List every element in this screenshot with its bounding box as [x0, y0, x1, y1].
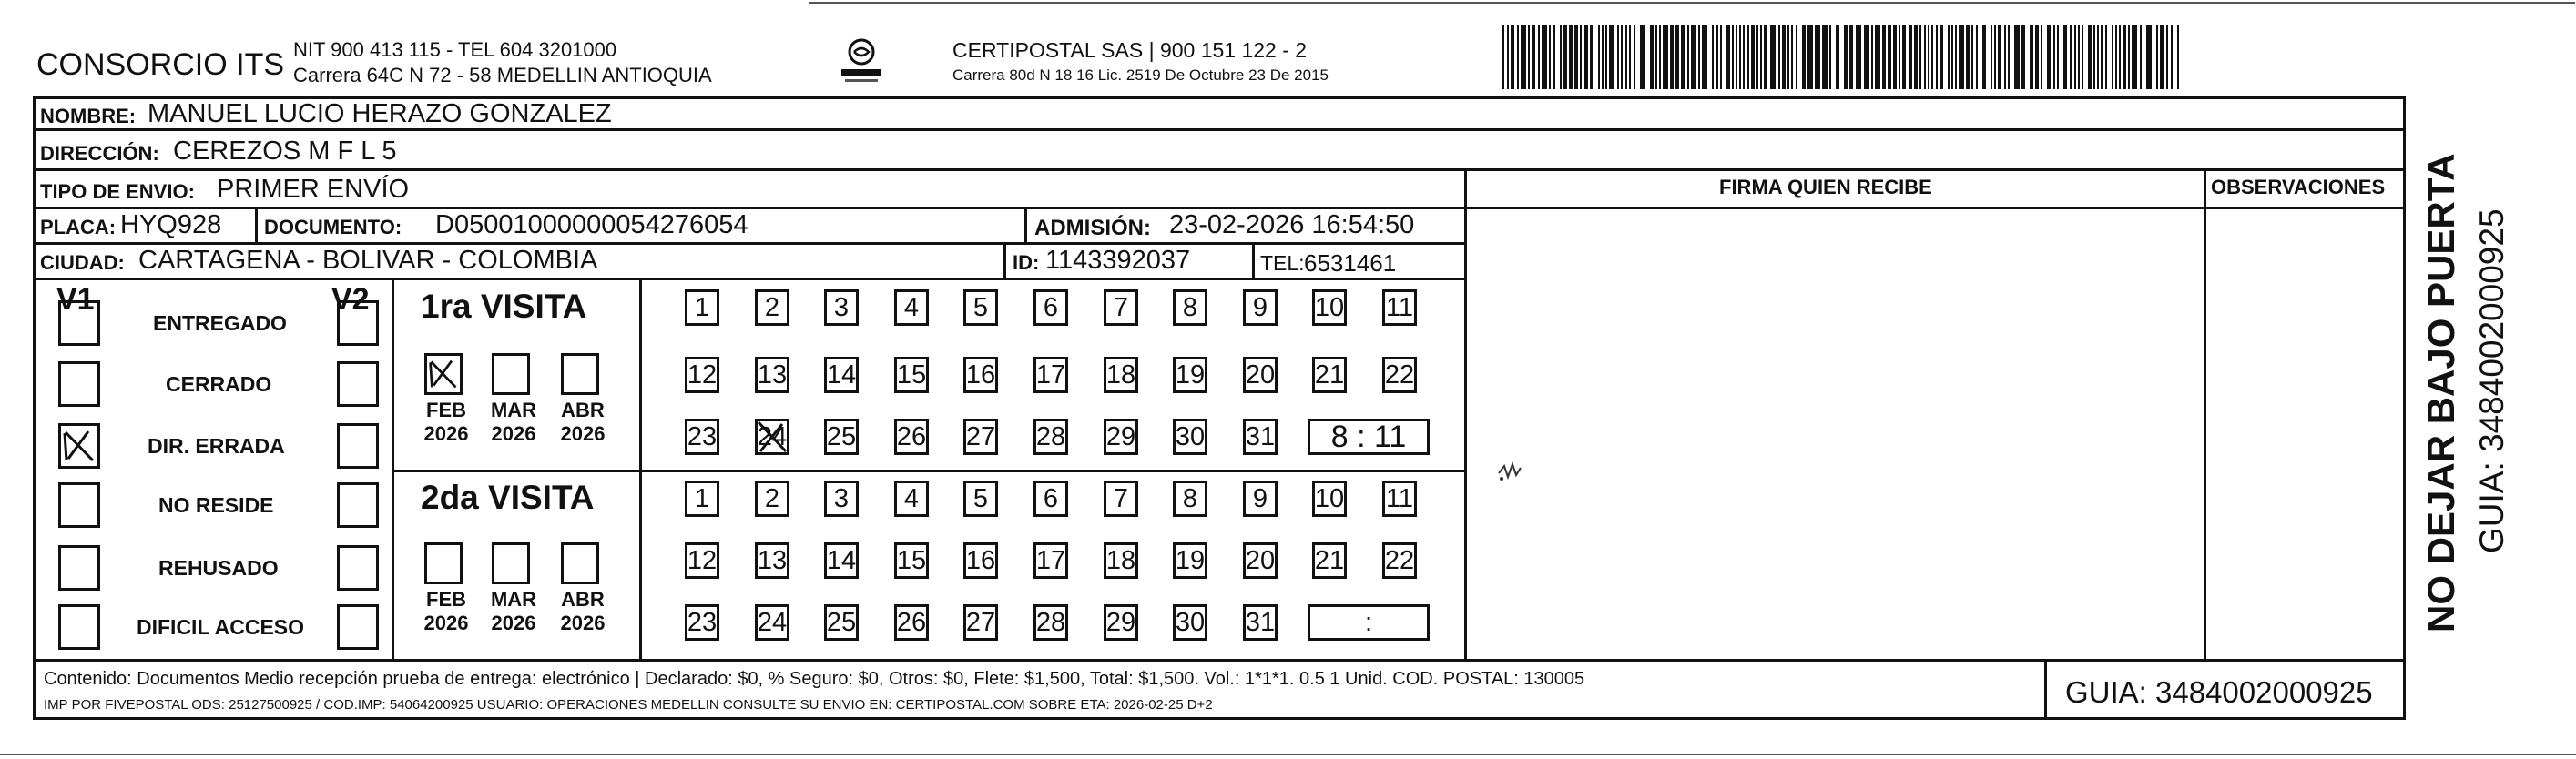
second-visit-title: 2da VISITA [421, 479, 595, 516]
tel-label: TEL: [1260, 251, 1305, 275]
footer-guia: GUIA: 3484002000925 [2065, 675, 2373, 709]
year-label: 2026 [491, 612, 536, 634]
day-box-19[interactable]: 19 [1173, 357, 1207, 393]
placa-label: PLACA: [40, 216, 117, 238]
day-box-9[interactable]: 9 [1243, 289, 1278, 326]
status-label: NO RESIDE [158, 493, 274, 517]
v1-checkbox[interactable] [58, 604, 100, 650]
day-box-10[interactable]: 10 [1312, 481, 1347, 517]
month-checkbox-mar[interactable] [492, 542, 530, 584]
documento-label: DOCUMENTO: [264, 216, 402, 238]
company-name: CONSORCIO ITS [36, 47, 285, 82]
month-label: MAR [490, 399, 537, 421]
day-box-24[interactable]: 24 [755, 419, 789, 455]
day-box-15[interactable]: 15 [894, 542, 929, 579]
day-box-4[interactable]: 4 [894, 289, 929, 326]
nombre-label: NOMBRE: [40, 105, 137, 127]
status-label: DIFICIL ACCESO [137, 615, 305, 639]
status-label: REHUSADO [158, 556, 279, 580]
day-box-26[interactable]: 26 [894, 604, 929, 641]
v2-checkbox[interactable] [337, 545, 379, 591]
day-box-13[interactable]: 13 [755, 542, 789, 579]
nit-line: NIT 900 413 115 - TEL 604 3201000 [293, 38, 617, 61]
direccion-label: DIRECCIÓN: [40, 142, 159, 165]
certipostal-logo [836, 36, 887, 86]
admision-label: ADMISIÓN: [1034, 216, 1151, 240]
month-label: FEB [426, 588, 466, 611]
firma-header: FIRMA QUIEN RECIBE [1719, 176, 1932, 198]
day-box-25[interactable]: 25 [824, 604, 859, 641]
status-label: ENTREGADO [153, 311, 287, 335]
day-box-31[interactable]: 31 [1243, 419, 1278, 455]
v2-checkbox[interactable] [337, 300, 379, 346]
month-label: FEB [426, 399, 466, 421]
barcode [1502, 25, 2181, 89]
day-box-8[interactable]: 8 [1173, 289, 1207, 326]
day-box-1[interactable]: 1 [685, 289, 719, 326]
day-box-18[interactable]: 18 [1104, 357, 1138, 393]
signature-mark [1497, 460, 1524, 482]
footer-contenido: Contenido: Documentos Medio recepción prueba de entrega: electrónico | Declarado: $0, % Seguro: $0, Otros: $0, Flete: $1,500, Total: $1,500. Vol.: 1*1*1. 0.5 1 Unid. COD. POSTAL: 130005 [44, 669, 1585, 689]
ciudad-value: CARTAGENA - BOLIVAR - COLOMBIA [138, 246, 598, 275]
nombre-value: MANUEL LUCIO HERAZO GONZALEZ [148, 99, 612, 128]
day-box-23[interactable]: 23 [685, 604, 719, 641]
v2-checkbox[interactable] [337, 482, 379, 528]
day-box-18[interactable]: 18 [1104, 542, 1138, 579]
month-label: ABR [561, 588, 605, 611]
day-box-7[interactable]: 7 [1104, 481, 1138, 517]
documento-value: D05001000000054276054 [435, 210, 748, 239]
day-box-30[interactable]: 30 [1173, 604, 1207, 641]
observaciones-header: OBSERVACIONES [2211, 176, 2386, 198]
time-box[interactable]: 8 : 11 [1308, 419, 1430, 455]
day-box-14[interactable]: 14 [824, 357, 859, 393]
day-box-9[interactable]: 9 [1243, 481, 1278, 517]
day-box-8[interactable]: 8 [1173, 481, 1207, 517]
month-label: MAR [490, 588, 537, 611]
day-box-19[interactable]: 19 [1173, 542, 1207, 579]
footer-imp: IMP POR FIVEPOSTAL ODS: 25127500925 / COD.IMP: 54064200925 USUARIO: OPERACIONES MEDELLIN CONSULTE SU ENVIO EN: CERTIPOSTAL.COM SOBRE ETA: 2026-02-25 D+2 [44, 697, 1213, 713]
no-dejar-bajo-puerta: NO DEJAR BAJO PUERTA [2419, 153, 2462, 632]
day-box-20[interactable]: 20 [1243, 357, 1278, 393]
id-value: 1143392037 [1045, 246, 1191, 275]
tel-value: 6531461 [1304, 249, 1397, 277]
day-box-14[interactable]: 14 [824, 542, 859, 579]
day-box-11[interactable]: 11 [1382, 289, 1417, 326]
certipostal-line: CERTIPOSTAL SAS | 900 151 122 - 2 [952, 38, 1308, 62]
v1-checkbox[interactable] [58, 361, 100, 407]
v1-header: V1 [56, 282, 95, 317]
certipostal-address: Carrera 80d N 18 16 Lic. 2519 De Octubre 23 De 2015 [952, 66, 1329, 84]
v2-header: V2 [331, 282, 370, 317]
v2-checkbox[interactable] [337, 423, 379, 469]
status-label: CERRADO [166, 372, 272, 396]
admision-value: 23-02-2026 16:54:50 [1169, 210, 1415, 239]
day-box-20[interactable]: 20 [1243, 542, 1278, 579]
year-label: 2026 [560, 422, 606, 445]
day-box-5[interactable]: 5 [963, 481, 998, 517]
day-box-2[interactable]: 2 [755, 289, 789, 326]
time-box[interactable]: : [1308, 604, 1430, 641]
day-box-29[interactable]: 29 [1104, 419, 1138, 455]
year-label: 2026 [423, 612, 469, 634]
day-box-16[interactable]: 16 [963, 357, 998, 393]
address-line: Carrera 64C N 72 - 58 MEDELLIN ANTIOQUIA [293, 64, 712, 86]
month-checkbox-abr[interactable] [561, 353, 599, 395]
day-box-28[interactable]: 28 [1033, 604, 1068, 641]
year-label: 2026 [560, 612, 606, 634]
day-box-31[interactable]: 31 [1243, 604, 1278, 641]
direccion-value: CEREZOS M F L 5 [173, 137, 397, 166]
day-box-12[interactable]: 12 [685, 357, 719, 393]
day-box-13[interactable]: 13 [755, 357, 789, 393]
tipo-value: PRIMER ENVÍO [217, 175, 410, 204]
day-box-28[interactable]: 28 [1033, 419, 1068, 455]
first-visit-title: 1ra VISITA [421, 288, 587, 325]
month-checkbox-abr[interactable] [561, 542, 599, 584]
side-guia: GUIA: 3484002000925 [2473, 208, 2510, 553]
day-box-24[interactable]: 24 [755, 604, 789, 641]
day-box-15[interactable]: 15 [894, 357, 929, 393]
v2-checkbox[interactable] [337, 361, 379, 407]
tipo-label: TIPO DE ENVIO: [40, 180, 195, 203]
month-label: ABR [561, 399, 605, 421]
day-box-3[interactable]: 3 [824, 481, 859, 517]
day-box-10[interactable]: 10 [1312, 289, 1347, 326]
day-box-21[interactable]: 21 [1312, 357, 1347, 393]
day-box-27[interactable]: 27 [963, 604, 998, 641]
day-box-17[interactable]: 17 [1033, 542, 1068, 579]
day-box-6[interactable]: 6 [1033, 289, 1068, 326]
day-box-6[interactable]: 6 [1033, 481, 1068, 517]
day-box-21[interactable]: 21 [1312, 542, 1347, 579]
day-box-7[interactable]: 7 [1104, 289, 1138, 326]
ciudad-label: CIUDAD: [40, 251, 125, 274]
day-box-23[interactable]: 23 [685, 419, 719, 455]
day-box-27[interactable]: 27 [963, 419, 998, 455]
day-box-4[interactable]: 4 [894, 481, 929, 517]
day-box-12[interactable]: 12 [685, 542, 719, 579]
v2-checkbox[interactable] [337, 604, 379, 650]
day-box-5[interactable]: 5 [963, 289, 998, 326]
v1-checkbox[interactable] [58, 300, 100, 346]
v1-checkbox[interactable] [58, 423, 100, 469]
year-label: 2026 [423, 422, 469, 445]
v1-checkbox[interactable] [58, 545, 100, 591]
day-box-26[interactable]: 26 [894, 419, 929, 455]
status-label: DIR. ERRADA [148, 434, 285, 458]
day-box-25[interactable]: 25 [824, 419, 859, 455]
day-box-17[interactable]: 17 [1033, 357, 1068, 393]
day-box-11[interactable]: 11 [1382, 481, 1417, 517]
day-box-2[interactable]: 2 [755, 481, 789, 517]
year-label: 2026 [491, 422, 536, 445]
v1-checkbox[interactable] [58, 482, 100, 528]
day-box-22[interactable]: 22 [1382, 357, 1417, 393]
day-box-1[interactable]: 1 [685, 481, 719, 517]
day-box-30[interactable]: 30 [1173, 419, 1207, 455]
day-box-29[interactable]: 29 [1104, 604, 1138, 641]
day-box-22[interactable]: 22 [1382, 542, 1417, 579]
month-checkbox-feb[interactable] [424, 353, 463, 395]
month-checkbox-mar[interactable] [492, 353, 530, 395]
id-label: ID: [1013, 251, 1040, 274]
day-box-16[interactable]: 16 [963, 542, 998, 579]
month-checkbox-feb[interactable] [424, 542, 463, 584]
day-box-3[interactable]: 3 [824, 289, 859, 326]
placa-value: HYQ928 [120, 210, 222, 239]
